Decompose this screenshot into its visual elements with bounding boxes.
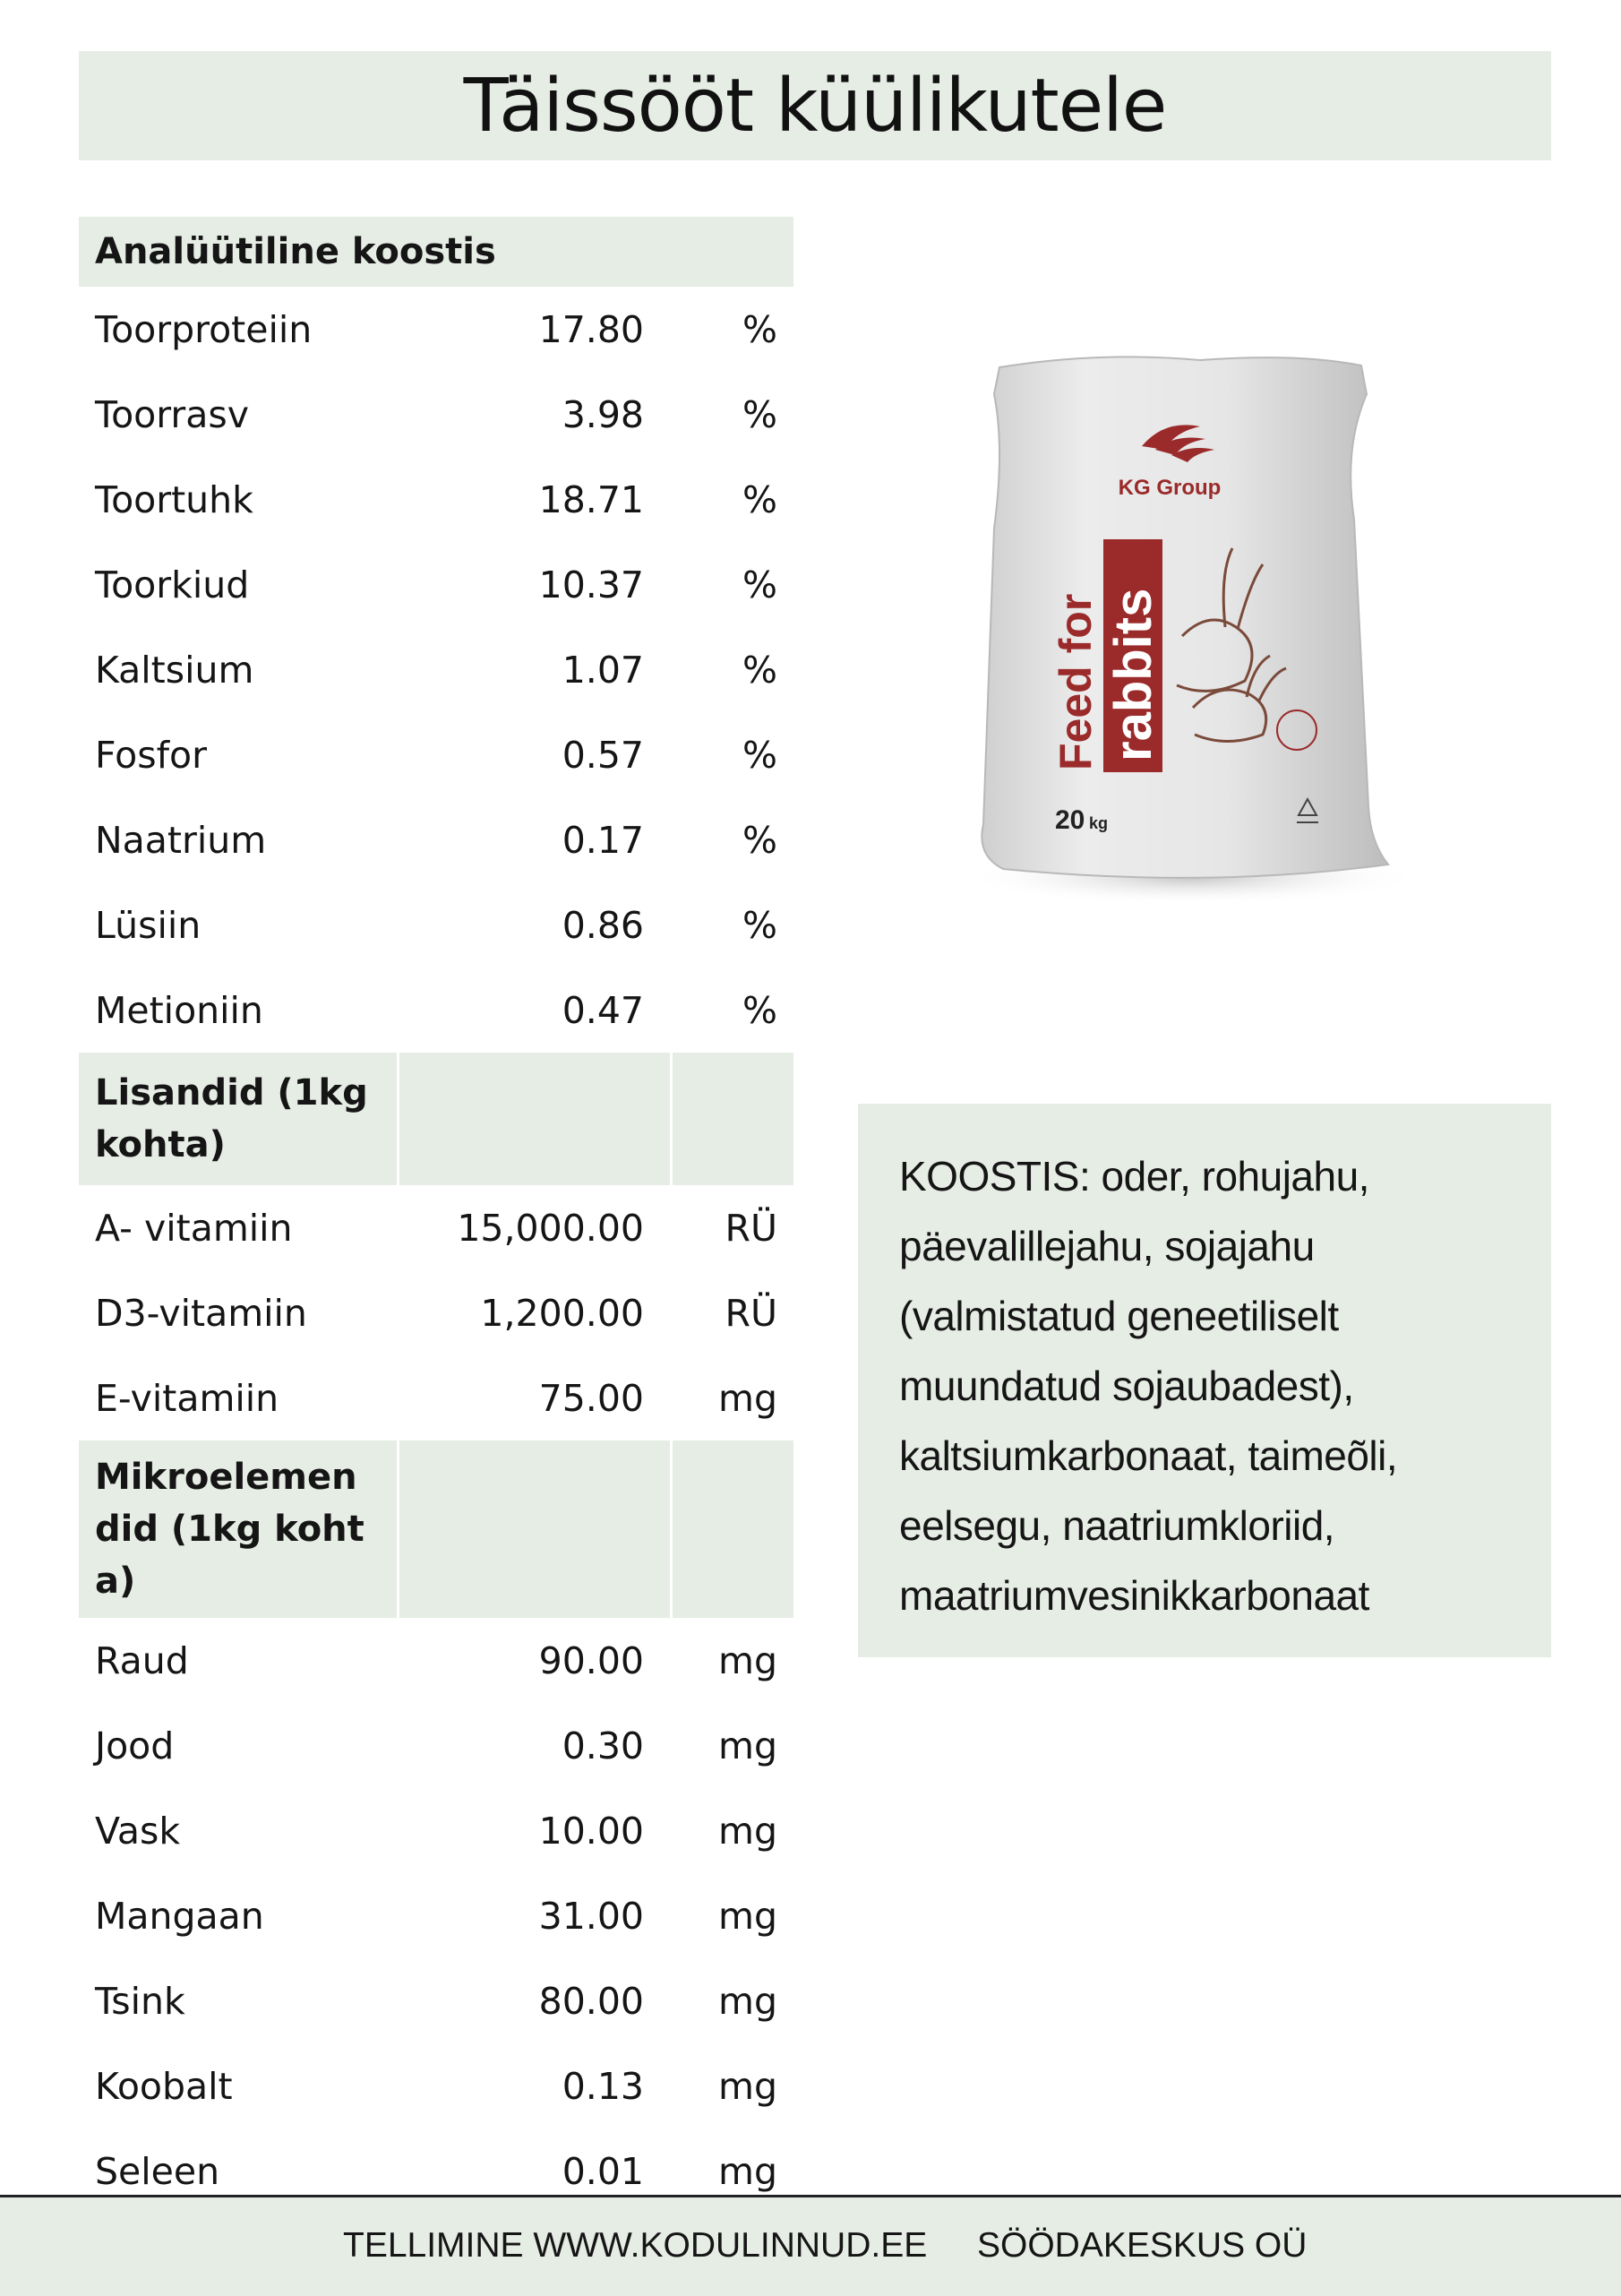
bag-body [982, 357, 1388, 877]
table-row [79, 967, 793, 1053]
footer-company: SÖÖDAKESKUS OÜ [977, 2226, 1308, 2265]
footer [0, 2195, 1621, 2296]
header-cell [673, 1053, 793, 1185]
section-header-micro [79, 1440, 793, 1618]
nutrient-value: 0.57 [562, 733, 644, 777]
nutrient-name: E-vitamiin [95, 1376, 279, 1420]
nutrient-value: 1.07 [562, 648, 644, 692]
nutrient-unit: % [742, 307, 777, 351]
nutrient-value: 0.47 [562, 988, 644, 1032]
nutrient-value: 3.98 [562, 392, 644, 436]
nutrient-name: A- vitamiin [95, 1206, 293, 1250]
section-title: Analüütiline koostis [79, 217, 793, 287]
product-line1: Feed for [1051, 593, 1101, 770]
nutrient-unit: mg [718, 1809, 777, 1853]
nutrient-value: 90.00 [538, 1638, 644, 1682]
nutrient-name: Toortuhk [95, 477, 253, 521]
table-row [79, 627, 793, 712]
table-row [79, 882, 793, 967]
nutrient-value: 17.80 [538, 307, 644, 351]
nutrient-value: 0.30 [562, 1724, 644, 1767]
brand-name: KG Group [1118, 476, 1222, 500]
nutrient-name: Naatrium [95, 818, 267, 862]
nutrient-name: Vask [95, 1809, 181, 1853]
table-row [79, 1270, 793, 1355]
nutrient-value: 0.17 [562, 818, 644, 862]
nutrient-value: 75.00 [538, 1376, 644, 1420]
nutrient-unit: % [742, 563, 777, 606]
nutrient-name: Koobalt [95, 2064, 233, 2108]
nutrient-unit: % [742, 733, 777, 777]
nutrient-value: 0.01 [562, 2149, 644, 2193]
nutrient-name: Raud [95, 1638, 189, 1682]
nutrient-value: 0.86 [562, 903, 644, 947]
title-banner [79, 51, 1551, 160]
table-row [79, 1618, 793, 1703]
nutrient-unit: % [742, 392, 777, 436]
table-row [79, 1958, 793, 2043]
nutrient-unit: % [742, 988, 777, 1032]
composition-text: KOOSTIS: oder, rohujahu, päevalillejahu, sojajahu (valmistatud geneetiliselt muundatud sojaubadest), kaltsiumkarbonaat, taimeõli, eelsegu, naatriumkloriid, maatriumvesinikkarbonaat [899, 1153, 1398, 1619]
table-row [79, 372, 793, 457]
nutrient-name: Tsink [95, 1979, 185, 2023]
nutrient-name: Seleen [95, 2149, 220, 2193]
table-row [79, 712, 793, 797]
table-row [79, 542, 793, 627]
nutrient-unit: mg [718, 2149, 777, 2193]
nutrient-name: Toorproteiin [95, 307, 313, 351]
nutrient-unit: mg [718, 1894, 777, 1938]
nutrient-name: Kaltsium [95, 648, 254, 692]
nutrient-unit: % [742, 818, 777, 862]
section-title: Lisandid (1kg kohta) [79, 1053, 399, 1185]
nutrient-name: D3-vitamiin [95, 1291, 307, 1335]
section-title: Mikroelemendid (1kg kohta) [79, 1440, 399, 1618]
table-row [79, 2043, 793, 2128]
table-row [79, 1355, 793, 1440]
header-cell [673, 1440, 793, 1618]
nutrient-unit: mg [718, 1376, 777, 1420]
header-cell [399, 1440, 673, 1618]
weight-unit: kg [1089, 814, 1109, 832]
nutrient-unit: % [742, 648, 777, 692]
header-cell [399, 1053, 673, 1185]
nutrient-unit: % [742, 477, 777, 521]
nutrient-unit: RÜ [725, 1206, 777, 1250]
table-row [79, 797, 793, 882]
table-row [79, 287, 793, 372]
nutrient-unit: % [742, 903, 777, 947]
nutrient-unit: mg [718, 2064, 777, 2108]
table-row [79, 1703, 793, 1788]
section-header-analytical [79, 217, 793, 287]
nutrient-value: 1,200.00 [480, 1291, 644, 1335]
composition-box [858, 1104, 1551, 1657]
table-row [79, 1873, 793, 1958]
nutrient-name: Jood [95, 1724, 175, 1767]
nutrient-name: Toorrasv [95, 392, 249, 436]
nutrient-unit: mg [718, 1638, 777, 1682]
nutrient-name: Lüsiin [95, 903, 202, 947]
table-row [79, 1788, 793, 1873]
nutrient-name: Toorkiud [95, 563, 250, 606]
feed-bag-image [940, 340, 1442, 1075]
product-line2: rabbits [1104, 588, 1162, 761]
table-row [79, 1185, 793, 1270]
footer-order-link[interactable]: TELLIMINE WWW.KODULINNUD.EE [343, 2226, 928, 2265]
nutrient-value: 31.00 [538, 1894, 644, 1938]
page-title: Täissööt küülikutele [463, 63, 1167, 149]
nutrition-table [79, 217, 793, 2214]
nutrient-value: 10.00 [538, 1809, 644, 1853]
nutrient-unit: mg [718, 1724, 777, 1767]
weight-number: 20 [1055, 805, 1085, 835]
nutrient-name: Mangaan [95, 1894, 264, 1938]
nutrient-value: 80.00 [538, 1979, 644, 2023]
nutrient-value: 15,000.00 [457, 1206, 644, 1250]
nutrient-unit: mg [718, 1979, 777, 2023]
nutrient-name: Fosfor [95, 733, 207, 777]
nutrient-unit: RÜ [725, 1291, 777, 1335]
nutrient-value: 0.13 [562, 2064, 644, 2108]
section-header-additives [79, 1053, 793, 1185]
nutrient-name: Metioniin [95, 988, 263, 1032]
nutrient-value: 18.71 [538, 477, 644, 521]
table-row [79, 457, 793, 542]
nutrient-value: 10.37 [538, 563, 644, 606]
